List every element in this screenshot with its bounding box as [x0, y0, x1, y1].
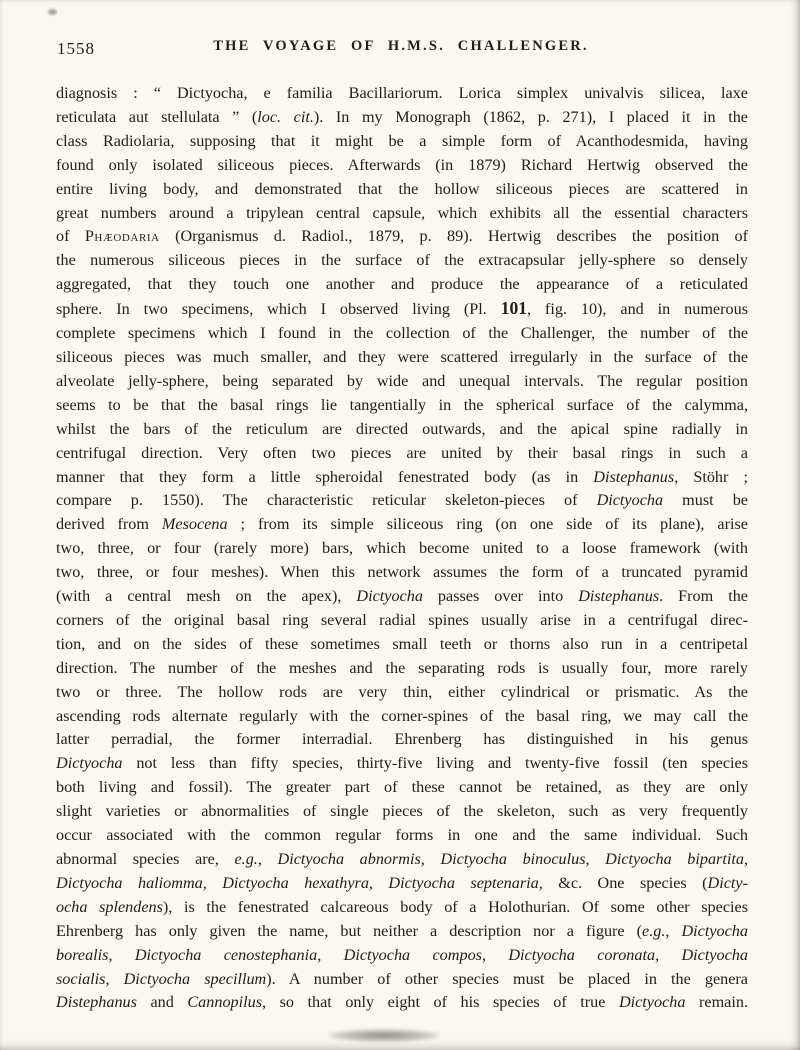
text-run: Dictyocha: [596, 491, 664, 510]
text-line: [56, 968, 748, 992]
text-run: the numerous siliceous pieces in the surface of the extracapsular jelly-sphere so densely: [56, 251, 748, 270]
text-run: ; from its simple siliceous ring (on one side of its plane), arise: [227, 515, 748, 534]
text-run: abnormal species are,: [56, 850, 235, 868]
text-run: Ehrenberg has only given the name, but neither a description nor a figure (: [56, 921, 643, 940]
text-line: [56, 394, 748, 418]
text-run: passes over into: [422, 587, 579, 606]
text-run: direction. The number of the meshes and the separating rods is usually four, more rarely: [56, 658, 748, 677]
text-run: entire living body, and demonstrated that the hollow siliceous pieces are scattered in: [56, 179, 748, 198]
text-run: socialis, Dictyocha specillum: [56, 969, 267, 988]
text-line: [56, 824, 748, 848]
text-line: [56, 202, 748, 226]
text-run: sphere. In two specimens, which I observed living (Pl.: [56, 300, 501, 319]
text-run: diagnosis : “ Dictyocha, e familia Bacillariorum. Lorica simplex univalvis silicea, laxe: [56, 84, 748, 102]
text-line: [56, 896, 748, 920]
text-run: great numbers around a tripylean central capsule, which exhibits all the essential characters: [56, 203, 748, 222]
page-number: 1558: [57, 39, 95, 58]
text-run: Distephanus: [593, 467, 675, 486]
text-line: [56, 728, 748, 752]
text-run: loc. cit.: [257, 107, 314, 126]
text-run: manner that they form a little spheroidal fenestrated body (as in: [56, 467, 594, 486]
text-line: [56, 800, 748, 824]
text-run: and: [136, 993, 188, 1012]
text-run: Mesocena: [161, 515, 228, 534]
text-run: Dictyocha: [681, 921, 748, 940]
text-run: Cannopilus: [187, 993, 263, 1012]
page-body: [56, 82, 748, 1015]
text-line: [56, 848, 748, 872]
text-run: ), is the fenestrated calcareous body of a Holothurian. Of some other species: [162, 897, 749, 916]
text-run: two or three. The hollow rods are very thin, either cylindrical or prismatic. As the: [56, 682, 748, 701]
text-line: [56, 130, 748, 154]
text-line: [56, 297, 748, 322]
text-run: corners of the original basal ring several radial spines usually arise in a centrifugal direc-: [56, 610, 748, 629]
text-line: [56, 106, 748, 130]
text-line: [56, 489, 748, 513]
text-run: , so that only eight of his species of true: [262, 993, 619, 1012]
text-run: reticulata aut stellulata ” (: [56, 107, 258, 126]
running-title: THE VOYAGE OF H.M.S. CHALLENGER.: [213, 38, 589, 54]
text-line: [56, 322, 748, 346]
text-run: (Organismus d. Radiol., 1879, p. 89). Hertwig describes the position of: [159, 227, 749, 246]
text-line: [56, 82, 748, 106]
text-run: ). In my Monograph (1862, p. 271), I placed it in the: [313, 107, 748, 126]
text-line: [56, 920, 748, 944]
text-line: [56, 681, 748, 705]
text-run: 101: [500, 298, 527, 319]
scan-speck: [48, 9, 57, 15]
text-run: siliceous pieces was much smaller, and they were scattered irregularly in the surface of the: [56, 347, 748, 366]
text-run: Dictyocha: [618, 993, 686, 1012]
text-line: [56, 991, 748, 1015]
text-line: [56, 752, 748, 776]
text-line: [56, 370, 748, 394]
text-line: [56, 872, 748, 896]
text-run: borealis, Dictyocha cenostephania, Dictyocha compos, Dictyocha coronata, Dictyocha: [56, 945, 748, 964]
text-run: remain.: [685, 993, 748, 1012]
text-run: found only isolated siliceous pieces. Afterwards (in 1879) Richard Hertwig observed the: [56, 155, 748, 174]
text-run: centrifugal direction. Very often two pieces are united by their basal rings in such a: [56, 443, 748, 462]
text-line: [56, 154, 748, 178]
text-line: [56, 705, 748, 729]
text-run: two, three, or four (rarely more) bars, which become united to a loose framework (with: [56, 539, 748, 558]
text-run: of: [56, 227, 85, 246]
text-line: [56, 513, 748, 537]
text-run: Dictyocha: [356, 587, 423, 606]
text-run: Distephanus: [578, 587, 660, 606]
text-run: ascending rods alternate regularly with the corner-spines of the basal ring, we may call the: [56, 706, 748, 725]
text-line: [56, 346, 748, 370]
text-run: class Radiolaria, supposing that it might be a simple form of Acanthodesmida, having: [56, 131, 748, 150]
text-line: [56, 466, 748, 490]
text-run: Phæodaria: [84, 227, 160, 246]
text-line: [56, 561, 748, 585]
text-run: seems to be that the basal rings lie tangentially in the spherical surface of the calymma,: [56, 395, 748, 414]
text-run: (with a central mesh on the apex),: [56, 587, 357, 606]
scan-smudge: [328, 1029, 440, 1042]
text-line: [56, 178, 748, 202]
text-run: aggregated, that they touch one another and produce the appearance of a reticulated: [56, 275, 748, 294]
text-run: , Stöhr ;: [674, 467, 749, 486]
text-run: derived from: [56, 515, 162, 534]
text-run: Distephanus: [56, 993, 137, 1012]
text-line: [56, 633, 748, 657]
text-run: must be: [663, 491, 748, 510]
text-run: e.g.: [234, 850, 258, 868]
text-line: [56, 537, 748, 561]
text-run: slight varieties or abnormalities of single pieces of the skeleton, such as very frequently: [56, 802, 748, 821]
text-run: , fig. 10), and in numerous: [526, 300, 748, 319]
text-run: tion, and on the sides of these sometimes small teeth or thorns also run in a centripetal: [56, 634, 748, 653]
text-run: complete specimens which I found in the collection of the Challenger, the number of the: [56, 324, 748, 343]
text-run: ,: [257, 850, 278, 868]
text-run: e.g.: [642, 921, 666, 940]
text-run: two, three, or four meshes). When this network assumes the form of a truncated pyramid: [56, 563, 748, 582]
text-run: Dictyocha haliomma, Dictyocha hexathyra, Dictyocha septenaria,: [56, 873, 543, 892]
text-run: &c. One species (: [542, 873, 708, 892]
text-line: [56, 442, 748, 466]
text-run: ocha splendens: [56, 897, 163, 916]
text-run: compare p. 1550). The characteristic reticular skeleton-pieces of: [56, 491, 597, 510]
text-run: Dicty-: [707, 873, 748, 892]
text-run: whilst the bars of the reticulum are directed outwards, and the apical spine radially in: [56, 419, 748, 438]
text-line: [56, 609, 748, 633]
text-run: latter perradial, the former interradial. Ehrenberg has distinguished in his genus: [56, 730, 748, 749]
text-run: . From the: [659, 587, 748, 606]
text-line: [56, 418, 748, 442]
text-run: occur associated with the common regular forms in one and the same individual. Such: [56, 826, 748, 845]
page-header: [57, 38, 745, 62]
text-run: alveolate jelly-sphere, being separated by wide and unequal intervals. The regular position: [56, 371, 748, 390]
text-line: [56, 944, 748, 968]
text-run: Dictyocha abnormis, Dictyocha binoculus, Dictyocha bipartita,: [277, 850, 748, 868]
text-line: [56, 225, 748, 249]
text-run: Dictyocha: [56, 754, 123, 773]
text-line: [56, 273, 748, 297]
text-run: not less than fifty species, thirty-five living and twenty-five fossil (ten species: [122, 754, 748, 773]
text-line: [56, 249, 748, 273]
text-line: [56, 657, 748, 681]
text-line: [56, 585, 748, 609]
text-line: [56, 776, 748, 800]
text-run: ,: [665, 921, 682, 940]
text-run: ). A number of other species must be placed in the genera: [266, 969, 748, 988]
text-run: both living and fossil). The greater part of these cannot be retained, as they are only: [56, 778, 748, 797]
